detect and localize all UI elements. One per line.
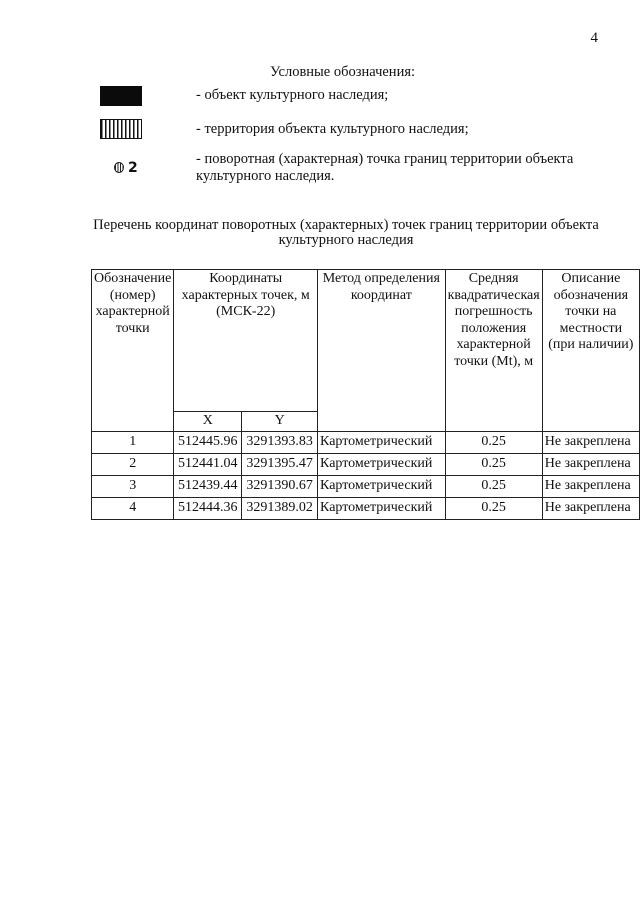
- point-marker-icon: [114, 162, 124, 173]
- cell-description: Не закреплена: [542, 431, 639, 453]
- table-row: [92, 497, 640, 519]
- table-row: [92, 453, 640, 475]
- cell-y: 3291390.67: [242, 475, 318, 497]
- header-x: X: [174, 412, 242, 432]
- header-coordinates: Координаты характерных точек, м (МСК-22): [174, 270, 318, 412]
- legend-text-point: - поворотная (характерная) точка границ территории объекта культурного наследия.: [196, 151, 574, 184]
- cell-error: 0.25: [445, 453, 542, 475]
- cell-y: 3291395.47: [242, 453, 318, 475]
- header-y: Y: [242, 412, 318, 432]
- cell-error: 0.25: [445, 431, 542, 453]
- cell-method: Картометрический: [318, 453, 446, 475]
- cell-num: 3: [92, 475, 174, 497]
- point-marker-label: 2: [128, 160, 138, 176]
- coordinates-table: [91, 269, 640, 520]
- legend-text-territory: - территория объекта культурного наследия;: [196, 121, 469, 137]
- cell-num: 1: [92, 431, 174, 453]
- cell-num: 4: [92, 497, 174, 519]
- cell-error: 0.25: [445, 475, 542, 497]
- cell-method: Картометрический: [318, 475, 446, 497]
- cell-x: 512439.44: [174, 475, 242, 497]
- cell-y: 3291389.02: [242, 497, 318, 519]
- legend-text-object: - объект культурного наследия;: [196, 87, 389, 103]
- hatched-rectangle-icon: [100, 119, 142, 139]
- point-marker: [114, 160, 138, 176]
- cell-x: 512445.96: [174, 431, 242, 453]
- cell-method: Картометрический: [318, 431, 446, 453]
- cell-description: Не закреплена: [542, 497, 639, 519]
- cell-description: Не закреплена: [542, 475, 639, 497]
- header-method: Метод определения координат: [318, 270, 446, 432]
- cell-method: Картометрический: [318, 497, 446, 519]
- header-description: Описание обозначения точки на местности (при наличии): [542, 270, 639, 432]
- header-number: Обозначение (номер) характерной точки: [92, 270, 174, 432]
- cell-description: Не закреплена: [542, 453, 639, 475]
- table-row: [92, 475, 640, 497]
- cell-y: 3291393.83: [242, 431, 318, 453]
- cell-num: 2: [92, 453, 174, 475]
- cell-x: 512441.04: [174, 453, 242, 475]
- cell-error: 0.25: [445, 497, 542, 519]
- table-row: [92, 431, 640, 453]
- black-rectangle-icon: [100, 86, 142, 106]
- page-number: 4: [590, 30, 598, 46]
- legend-title: Условные обозначения:: [270, 64, 416, 80]
- cell-x: 512444.36: [174, 497, 242, 519]
- header-error: Средняя квадратическая погрешность положения характерной точки (Mt), м: [445, 270, 542, 432]
- table-header-row: [92, 270, 640, 412]
- table-title: Перечень координат поворотных (характерных) точек границ территории объекта культурного наследия: [93, 217, 599, 248]
